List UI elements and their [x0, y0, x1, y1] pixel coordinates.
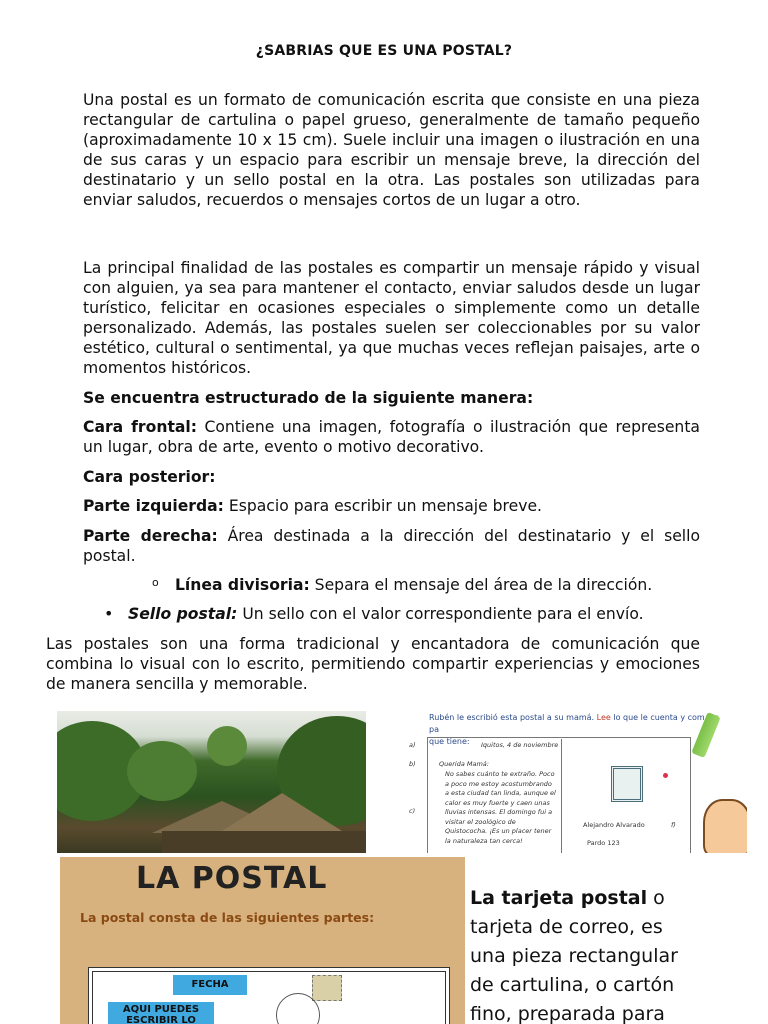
left-part-label: Parte izquierda:: [83, 497, 224, 515]
stamp-icon: [312, 975, 342, 1001]
definition-line: tarjeta de correo, es: [470, 916, 663, 938]
stamp-item: [128, 604, 708, 624]
label-f: f): [671, 821, 676, 829]
instruction-part: pa: [429, 725, 439, 734]
back-side-label: Cara posterior:: [83, 468, 216, 486]
slide-subtitle: La postal consta de las siguientes partes:: [80, 910, 375, 925]
left-part-text: Espacio para escribir un mensaje breve.: [223, 497, 543, 515]
label-write-line2: ESCRIBIR LO: [126, 1015, 196, 1024]
slide-title: LA POSTAL: [136, 861, 328, 896]
instruction-part: lo que le cuenta y com: [613, 713, 705, 722]
la-postal-slide: [60, 857, 465, 1024]
label-a: a): [409, 741, 416, 749]
stamp-icon: [611, 766, 643, 802]
worksheet-recipient: Alejandro Alvarado: [583, 821, 645, 829]
label-write-area: [108, 1002, 214, 1024]
stamp-text: Un sello con el valor correspondiente para el envío.: [237, 605, 644, 623]
front-side-text: Contiene una imagen, fotografía o ilustración que representa un lugar, obra de arte, evento o motivo decorativo.: [83, 418, 700, 456]
stamp-label: Sello postal:: [128, 605, 238, 623]
postal-definition-snippet: [470, 884, 730, 1024]
worksheet-greeting: Querida Mamá:: [439, 760, 489, 768]
dot-icon: [663, 773, 668, 778]
page-title: ¿SABRIAS QUE ES UNA POSTAL?: [255, 43, 513, 59]
definition-bold: La tarjeta postal: [470, 887, 648, 909]
worksheet-date: Iquitos, 4 de noviembre: [481, 741, 559, 749]
dot-bullet: •: [104, 604, 114, 623]
instruction-part: Rubén le escribió esta postal a su mamá.: [429, 713, 595, 722]
divider-label: Línea divisoria:: [175, 576, 310, 594]
worksheet-body: No sabes cuánto te extraño. Poco a poco me estoy acostumbrando a esta ciudad tan linda, aunque el calor es muy fuerte y caen unas lluvias intensas. El domingo fui a visitar el zoológico de Quistococha. ¡Es un placer tener la naturaleza tan cerca!: [445, 770, 556, 845]
definition-line: de cartulina, o cartón: [470, 974, 675, 996]
label-fecha: FECHA: [173, 975, 247, 995]
label-write-line1: AQUI PUEDES: [122, 1004, 200, 1015]
label-c: c): [409, 807, 416, 815]
instruction-highlight: Lee: [596, 713, 611, 722]
closing-paragraph: [46, 634, 700, 694]
postcard-worksheet: [401, 711, 747, 853]
definition-line: [470, 884, 730, 913]
front-side-item: [83, 417, 700, 457]
right-part-text: Área destinada a la dirección del destinatario y el sello postal.: [83, 527, 700, 565]
left-part-item: [83, 496, 700, 516]
definition-line: una pieza rectangular: [470, 945, 678, 967]
definition-line: fino, preparada para: [470, 1003, 665, 1024]
worksheet-divider-line: [561, 739, 562, 853]
right-part-item: [83, 526, 700, 566]
definition-text: o: [647, 887, 665, 909]
purpose-paragraph: La principal finalidad de las postales es compartir un mensaje rápido y visual con alguien, ya sea para mantener el contacto, enviar saludos desde un lugar turístico, felicitar en ocasiones especiales o simplemente como un detalle personalizado. Además, las postales suelen ser coleccionables por su valor estético, cultural o sentimental, ya que muchas veces reflejan paisajes, arte o momentos históricos.: [83, 259, 700, 377]
instruction-part: que tiene:: [429, 737, 470, 746]
right-part-label: Parte derecha:: [83, 527, 218, 545]
closing-text: Las postales son una forma tradicional y encantadora de comunicación que combina lo visual con lo escrito, permitiendo compartir experiencias y emociones de manera sencilla y memorable.: [46, 635, 700, 693]
village-photo: [57, 711, 366, 853]
boy-illustration: [703, 799, 747, 853]
divider-text: Separa el mensaje del área de la dirección.: [309, 576, 653, 594]
structure-heading: Se encuentra estructurado de la siguiente manera:: [83, 389, 534, 407]
divider-item: [175, 575, 705, 595]
intro-paragraph: Una postal es un formato de comunicación escrita que consiste en una pieza rectangular de cartulina o papel grueso, generalmente de tamaño pequeño (aproximadamente 10 x 15 cm). Suele incluir una imagen o ilustración en una de sus caras y un espacio para escribir un mensaje breve, la dirección del destinatario y un sello postal en la otra. Las postales son utilizadas para enviar saludos, recuerdos o mensajes cortos de un lugar a otro.: [83, 91, 700, 209]
front-side-label: Cara frontal:: [83, 418, 197, 436]
worksheet-address: Pardo 123: [587, 839, 620, 847]
label-b: b): [409, 760, 416, 768]
hollow-bullet: o: [152, 576, 159, 589]
